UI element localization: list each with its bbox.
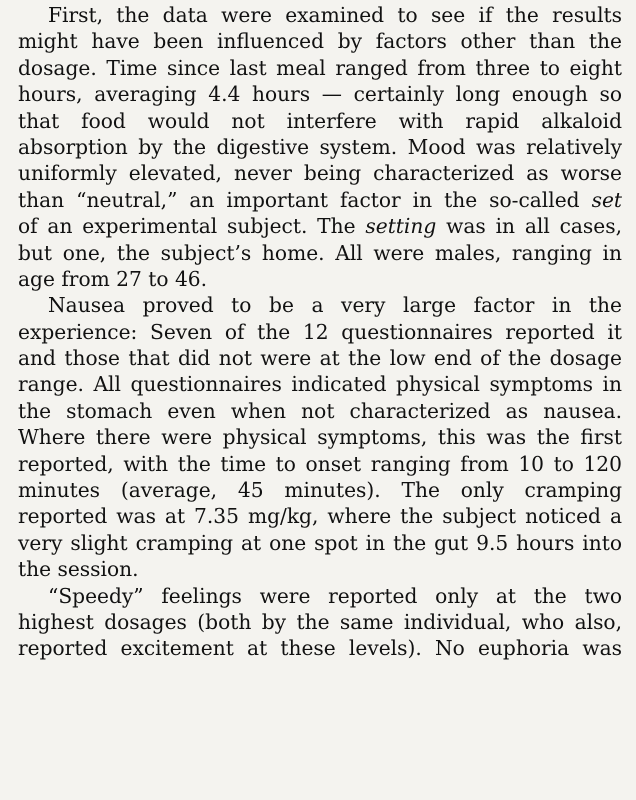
text-line: reported excitement at these levels). No euphoria was [18, 636, 622, 661]
text-line: and those that did not were at the low end of the dosage [18, 346, 622, 371]
text-line: Where there were physical symptoms, this was the first [18, 425, 622, 450]
text-line: hours, averaging 4.4 hours — certainly long enough so [18, 82, 622, 107]
text-line: very slight cramping at one spot in the gut 9.5 hours into [18, 530, 622, 555]
text-line: might have been influenced by factors other than the [18, 29, 622, 54]
text-line: than “neutral,” an important factor in the so-called set [18, 187, 622, 212]
text-line: that food would not interfere with rapid alkaloid [18, 108, 622, 133]
text-line: uniformly elevated, never being characterized as worse [18, 161, 622, 186]
paragraph-3 [18, 583, 622, 662]
text-line: of an experimental subject. The setting was in all cases, [18, 214, 622, 239]
text-line: the stomach even when not characterized as nausea. [18, 398, 622, 423]
paragraph-2 [18, 292, 622, 582]
text-line: highest dosages (both by the same individual, who also, [18, 609, 622, 634]
text-line: Nausea proved to be a very large factor in the [48, 293, 622, 318]
text-line: dosage. Time since last meal ranged from three to eight [18, 55, 622, 80]
text-line: reported, with the time to onset ranging from 10 to 120 [18, 451, 622, 476]
text-line: but one, the subject’s home. All were males, ranging in [18, 240, 622, 265]
text-line: minutes (average, 45 minutes). The only cramping [18, 478, 622, 503]
paragraph-1 [18, 2, 622, 292]
text-line: “Speedy” feelings were reported only at the two [48, 583, 622, 608]
text-line: First, the data were examined to see if the results [48, 3, 622, 27]
text-line: reported was at 7.35 mg/kg, where the subject noticed a [18, 504, 622, 529]
text-line: range. All questionnaires indicated physical symptoms in [18, 372, 622, 397]
text-line: experience: Seven of the 12 questionnaires reported it [18, 319, 622, 344]
text-line: age from 27 to 46. [18, 266, 208, 291]
body-text [18, 2, 622, 662]
italic-term: setting [365, 214, 437, 239]
text-line: absorption by the digestive system. Mood was relatively [18, 134, 622, 159]
italic-term: set [591, 187, 622, 212]
text-line: the session. [18, 557, 139, 582]
